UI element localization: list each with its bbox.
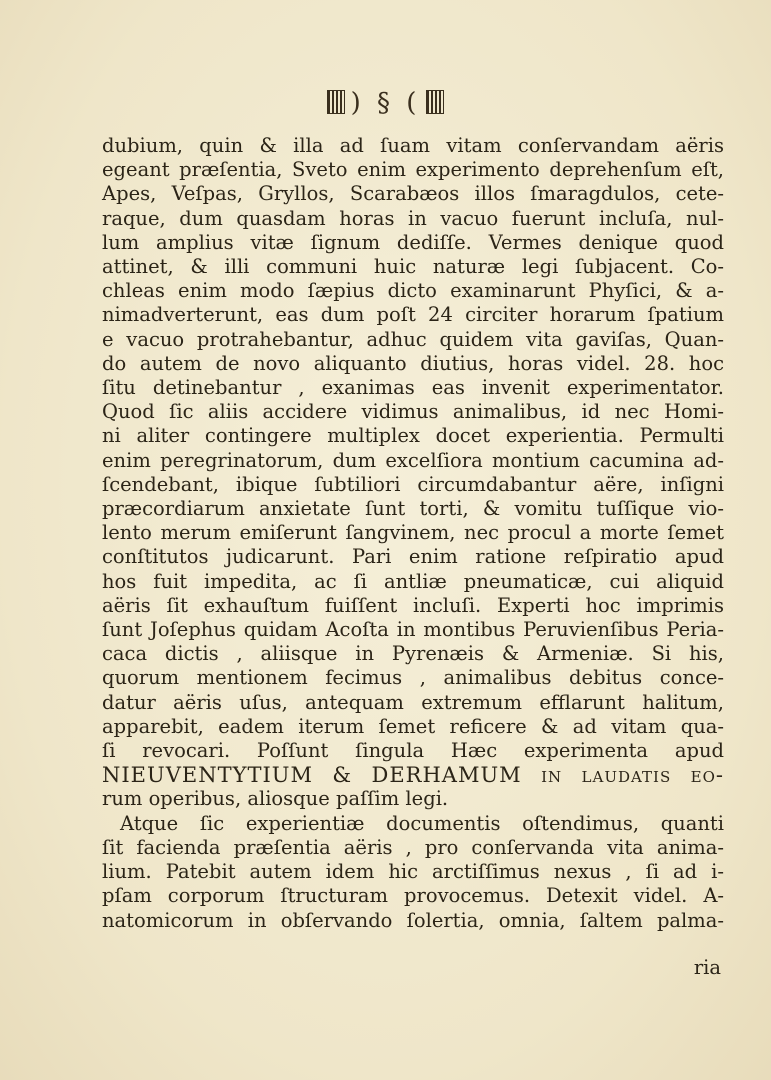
text-line: raque, dum quasdam horas in vacuo fuerunt incluſa, nul-: [102, 206, 724, 230]
text-line: do autem de novo aliquanto diutius, horas videl. 28. hoc: [102, 351, 724, 375]
text-line: conſtitutos judicarunt. Pari enim ratione reſpiratio apud: [102, 545, 724, 569]
text-line: enim peregrinatorum, dum excelſiora montium cacumina ad-: [102, 448, 724, 472]
text-line: datur aëris uſus, antequam extremum efflarunt halitum,: [102, 690, 724, 714]
text-line: Quod ſic aliis accidere vidimus animalibus, id nec Homi-: [102, 400, 724, 424]
text-line: ſitu detinebantur , exanimas eas invenit experimentator.: [102, 376, 724, 400]
header-title: ) § (: [350, 88, 421, 118]
text-line: lium. Patebit autem idem hic arctiſſimus nexus , ſi ad i-: [102, 860, 724, 884]
catchword: ria: [693, 956, 721, 979]
text-line: ſit facienda præſentia aëris , pro conſervanda vita anima-: [102, 835, 724, 859]
text-line: ſcendebant, ibique ſubtiliori circumdabantur aëre, inſigni: [102, 472, 724, 496]
text-line: e vacuo protrahebantur, adhuc quidem vita gaviſas, Quan-: [102, 327, 724, 351]
text-line: chleas enim modo ſæpius dicto examinarunt Phyſici, & a-: [102, 279, 724, 303]
text-line: lum amplius vitæ ſignum dediſſe. Vermes denique quod: [102, 230, 724, 254]
text-line: pſam corporum ſtructuram provocemus. Detexit videl. A-: [102, 884, 724, 908]
text-line: lento merum emiſerunt ſangvinem, nec procul a morte ſemet: [102, 521, 724, 545]
text-line: natomicorum in obſervando ſolertia, omnia, ſaltem palma-: [102, 908, 724, 932]
text-line: ſunt Joſephus quidam Acoſta in montibus Peruvienſibus Peria-: [102, 618, 724, 642]
text-line: NIEUVENTYTIUM & DERHAMUM in laudatis eo-: [102, 763, 724, 788]
text-line: dubium, quin & illa ad ſuam vitam conſervandam aëris: [102, 134, 724, 157]
text-line: quorum mentionem fecimus , animalibus debitus conce-: [102, 666, 724, 690]
text-line: ſi revocari. Poſſunt ſingula Hæc experimenta apud: [102, 739, 724, 763]
text-line: rum operibus, aliosque paſſim legi.: [102, 787, 449, 811]
text-line: egeant præſentia, Sveto enim experimento deprehenſum eſt,: [102, 158, 724, 182]
text-line: Atque ſic experientiæ documentis oſtendimus, quanti: [120, 811, 724, 835]
text-line: ni aliter contingere multiplex docet experientia. Permulti: [102, 424, 724, 448]
text-line: caca dictis , aliisque in Pyrenæis & Armeniæ. Si his,: [102, 642, 724, 666]
ornament-right-icon: [426, 90, 444, 114]
text-line: præcordiarum anxietate ſunt torti, & vomitu tuſſique vio-: [102, 497, 724, 521]
text-line: attinet, & illi communi huic naturæ legi ſubjacent. Co-: [102, 255, 724, 279]
running-header: [0, 88, 771, 118]
text-line: nimadverterunt, eas dum poſt 24 circiter horarum ſpatium: [102, 303, 724, 327]
body-text: [102, 134, 724, 933]
text-line: aëris ſit exhauſtum fuiſſent incluſi. Experti hoc imprimis: [102, 593, 724, 617]
ornament-left-icon: [327, 90, 345, 114]
text-line: apparebit, eadem iterum ſemet reficere & ad vitam qua-: [102, 714, 724, 738]
text-line: Apes, Veſpas, Gryllos, Scarabæos illos ſmaragdulos, cete-: [102, 182, 724, 206]
text-line: hos fuit impedita, ac ſi antliæ pneumaticæ, cui aliquid: [102, 569, 724, 593]
